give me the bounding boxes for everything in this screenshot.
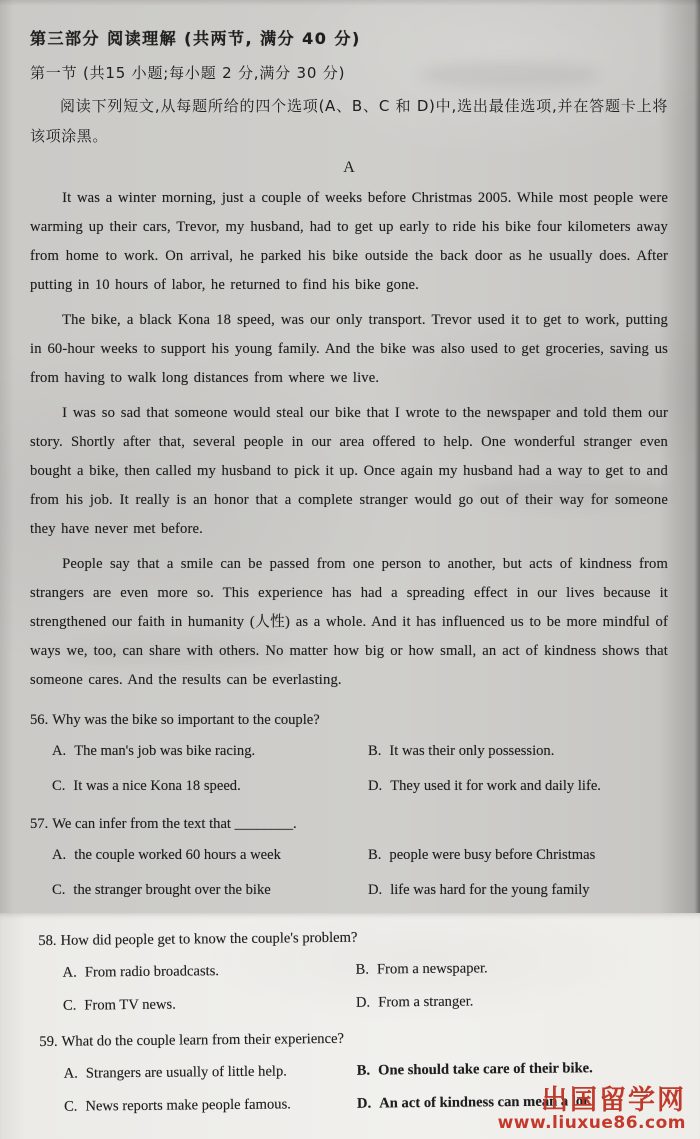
- option-56-c: [52, 775, 368, 797]
- instructions-text: 阅读下列短文,从每题所给的四个选项(A、B、C 和 D)中,选出最佳选项,并在答题卡上将该项涂黑。: [30, 97, 668, 145]
- options-grid: [30, 740, 668, 797]
- question-58: [38, 923, 673, 1017]
- question-text: We can infer from the text that ________.: [52, 816, 297, 832]
- scanned-page-bottom: [0, 913, 700, 1139]
- question-number: 56.: [30, 712, 49, 728]
- option-text: News reports make people famous.: [85, 1096, 291, 1115]
- option-label: D.: [356, 1095, 372, 1112]
- option-text: The man's job was bike racing.: [74, 743, 256, 759]
- option-label: D.: [368, 882, 383, 898]
- passage-paragraph: It was a winter morning, just a couple of weeks before Christmas 2005. While most people were warming up their cars, Trevor, my husband, had to get up early to ride his bike four kilometers away from home to work. On arrival, he parked his bike outside the back door as he usually does. After putting in 10 hours of labor, he returned to find his bike gone.: [30, 190, 668, 293]
- watermark-site-url: www.liuxue86.com: [497, 1113, 686, 1134]
- option-label: B.: [355, 961, 370, 978]
- question-line: [30, 709, 668, 731]
- option-text: people were busy before Christmas: [389, 847, 596, 863]
- section-title: 第一节 (共15 小题;每小题 2 分,满分 30 分): [30, 64, 346, 82]
- options-grid: [30, 844, 668, 901]
- question-text: What do the couple learn from their experience?: [61, 1030, 345, 1050]
- option-text: From radio broadcasts.: [84, 963, 220, 981]
- option-label: B.: [368, 743, 382, 759]
- option-text: From TV news.: [84, 996, 176, 1014]
- option-text: It was a nice Kona 18 speed.: [73, 778, 241, 794]
- option-text: It was their only possession.: [389, 743, 555, 759]
- question-number: 59.: [39, 1033, 58, 1051]
- passage-paragraph: The bike, a black Kona 18 speed, was our only transport. Trevor used it to get to work, putting in 60-hour weeks to support his young family. And the bike was also used to get groceries, saving us from having to walk long distances from where we live.: [30, 312, 668, 386]
- option-label: A.: [52, 847, 67, 863]
- passage-label: A: [343, 159, 355, 176]
- question-57: [30, 813, 668, 901]
- question-number: 58.: [38, 932, 57, 950]
- question-line: [38, 923, 672, 952]
- option-59-a: [64, 1060, 357, 1085]
- option-58-d: [356, 988, 673, 1013]
- option-text: One should take care of their bike.: [377, 1060, 593, 1079]
- option-label: C.: [63, 1098, 78, 1115]
- watermark-site-name: 出国留学网: [541, 1084, 686, 1116]
- option-label: C.: [62, 997, 77, 1014]
- option-label: A.: [52, 743, 67, 759]
- part-title: 第三部分 阅读理解 (共两节, 满分 40 分): [30, 29, 361, 48]
- question-56: [30, 709, 668, 797]
- question-text: How did people get to know the couple's problem?: [60, 929, 358, 949]
- passage-paragraph: I was so sad that someone would steal our bike that I wrote to the newspaper and told them our story. Shortly after that, several people in our area offered to help. One wonderful stranger even bought a bike, then called my husband to pick it up. Once again my husband had a way to get to and from his job. It really is an honor that a complete stranger would go out of their way for someone they have never met before.: [30, 405, 668, 537]
- option-label: D.: [355, 994, 371, 1011]
- option-59-b: [357, 1056, 674, 1081]
- option-text: They used it for work and daily life.: [390, 778, 601, 794]
- watermark-logo: [497, 1084, 686, 1134]
- option-text: An act of kindness can mean a lot.: [379, 1093, 592, 1112]
- option-58-b: [355, 955, 672, 980]
- option-57-d: [368, 879, 668, 901]
- option-57-c: [52, 879, 368, 901]
- option-57-a: [52, 844, 368, 866]
- option-label: C.: [52, 778, 66, 794]
- option-text: the stranger brought over the bike: [73, 882, 271, 898]
- option-59-c: [64, 1093, 357, 1118]
- question-number: 57.: [30, 816, 49, 832]
- option-text: the couple worked 60 hours a week: [74, 847, 281, 863]
- option-label: C.: [52, 882, 66, 898]
- option-58-a: [63, 959, 356, 984]
- option-label: A.: [62, 964, 77, 981]
- option-58-c: [63, 992, 356, 1017]
- option-text: From a newspaper.: [376, 960, 488, 978]
- option-text: From a stranger.: [378, 993, 474, 1011]
- option-text: Strangers are usually of little help.: [85, 1063, 287, 1082]
- passage-paragraph: People say that a smile can be passed from one person to another, but acts of kindness from strangers are even more so. This experience has had a spreading effect in our lives because it strengthened our faith in humanity (人性) as a whole. And it has influenced us to be more mindful of ways we, too, can share with others. No matter how big or how small, an act of kindness shows that someone cares. And the results can be everlasting.: [30, 556, 668, 688]
- question-line: [39, 1024, 673, 1053]
- option-57-b: [368, 844, 668, 866]
- option-label: D.: [368, 778, 383, 794]
- question-line: [30, 813, 668, 835]
- question-text: Why was the bike so important to the couple?: [52, 712, 320, 728]
- options-grid: [39, 955, 674, 1017]
- option-text: life was hard for the young family: [390, 882, 590, 898]
- option-label: B.: [356, 1062, 371, 1079]
- option-56-a: [52, 740, 368, 762]
- option-56-b: [368, 740, 668, 762]
- option-label: A.: [63, 1065, 78, 1082]
- option-56-d: [368, 775, 668, 797]
- option-label: B.: [368, 847, 382, 863]
